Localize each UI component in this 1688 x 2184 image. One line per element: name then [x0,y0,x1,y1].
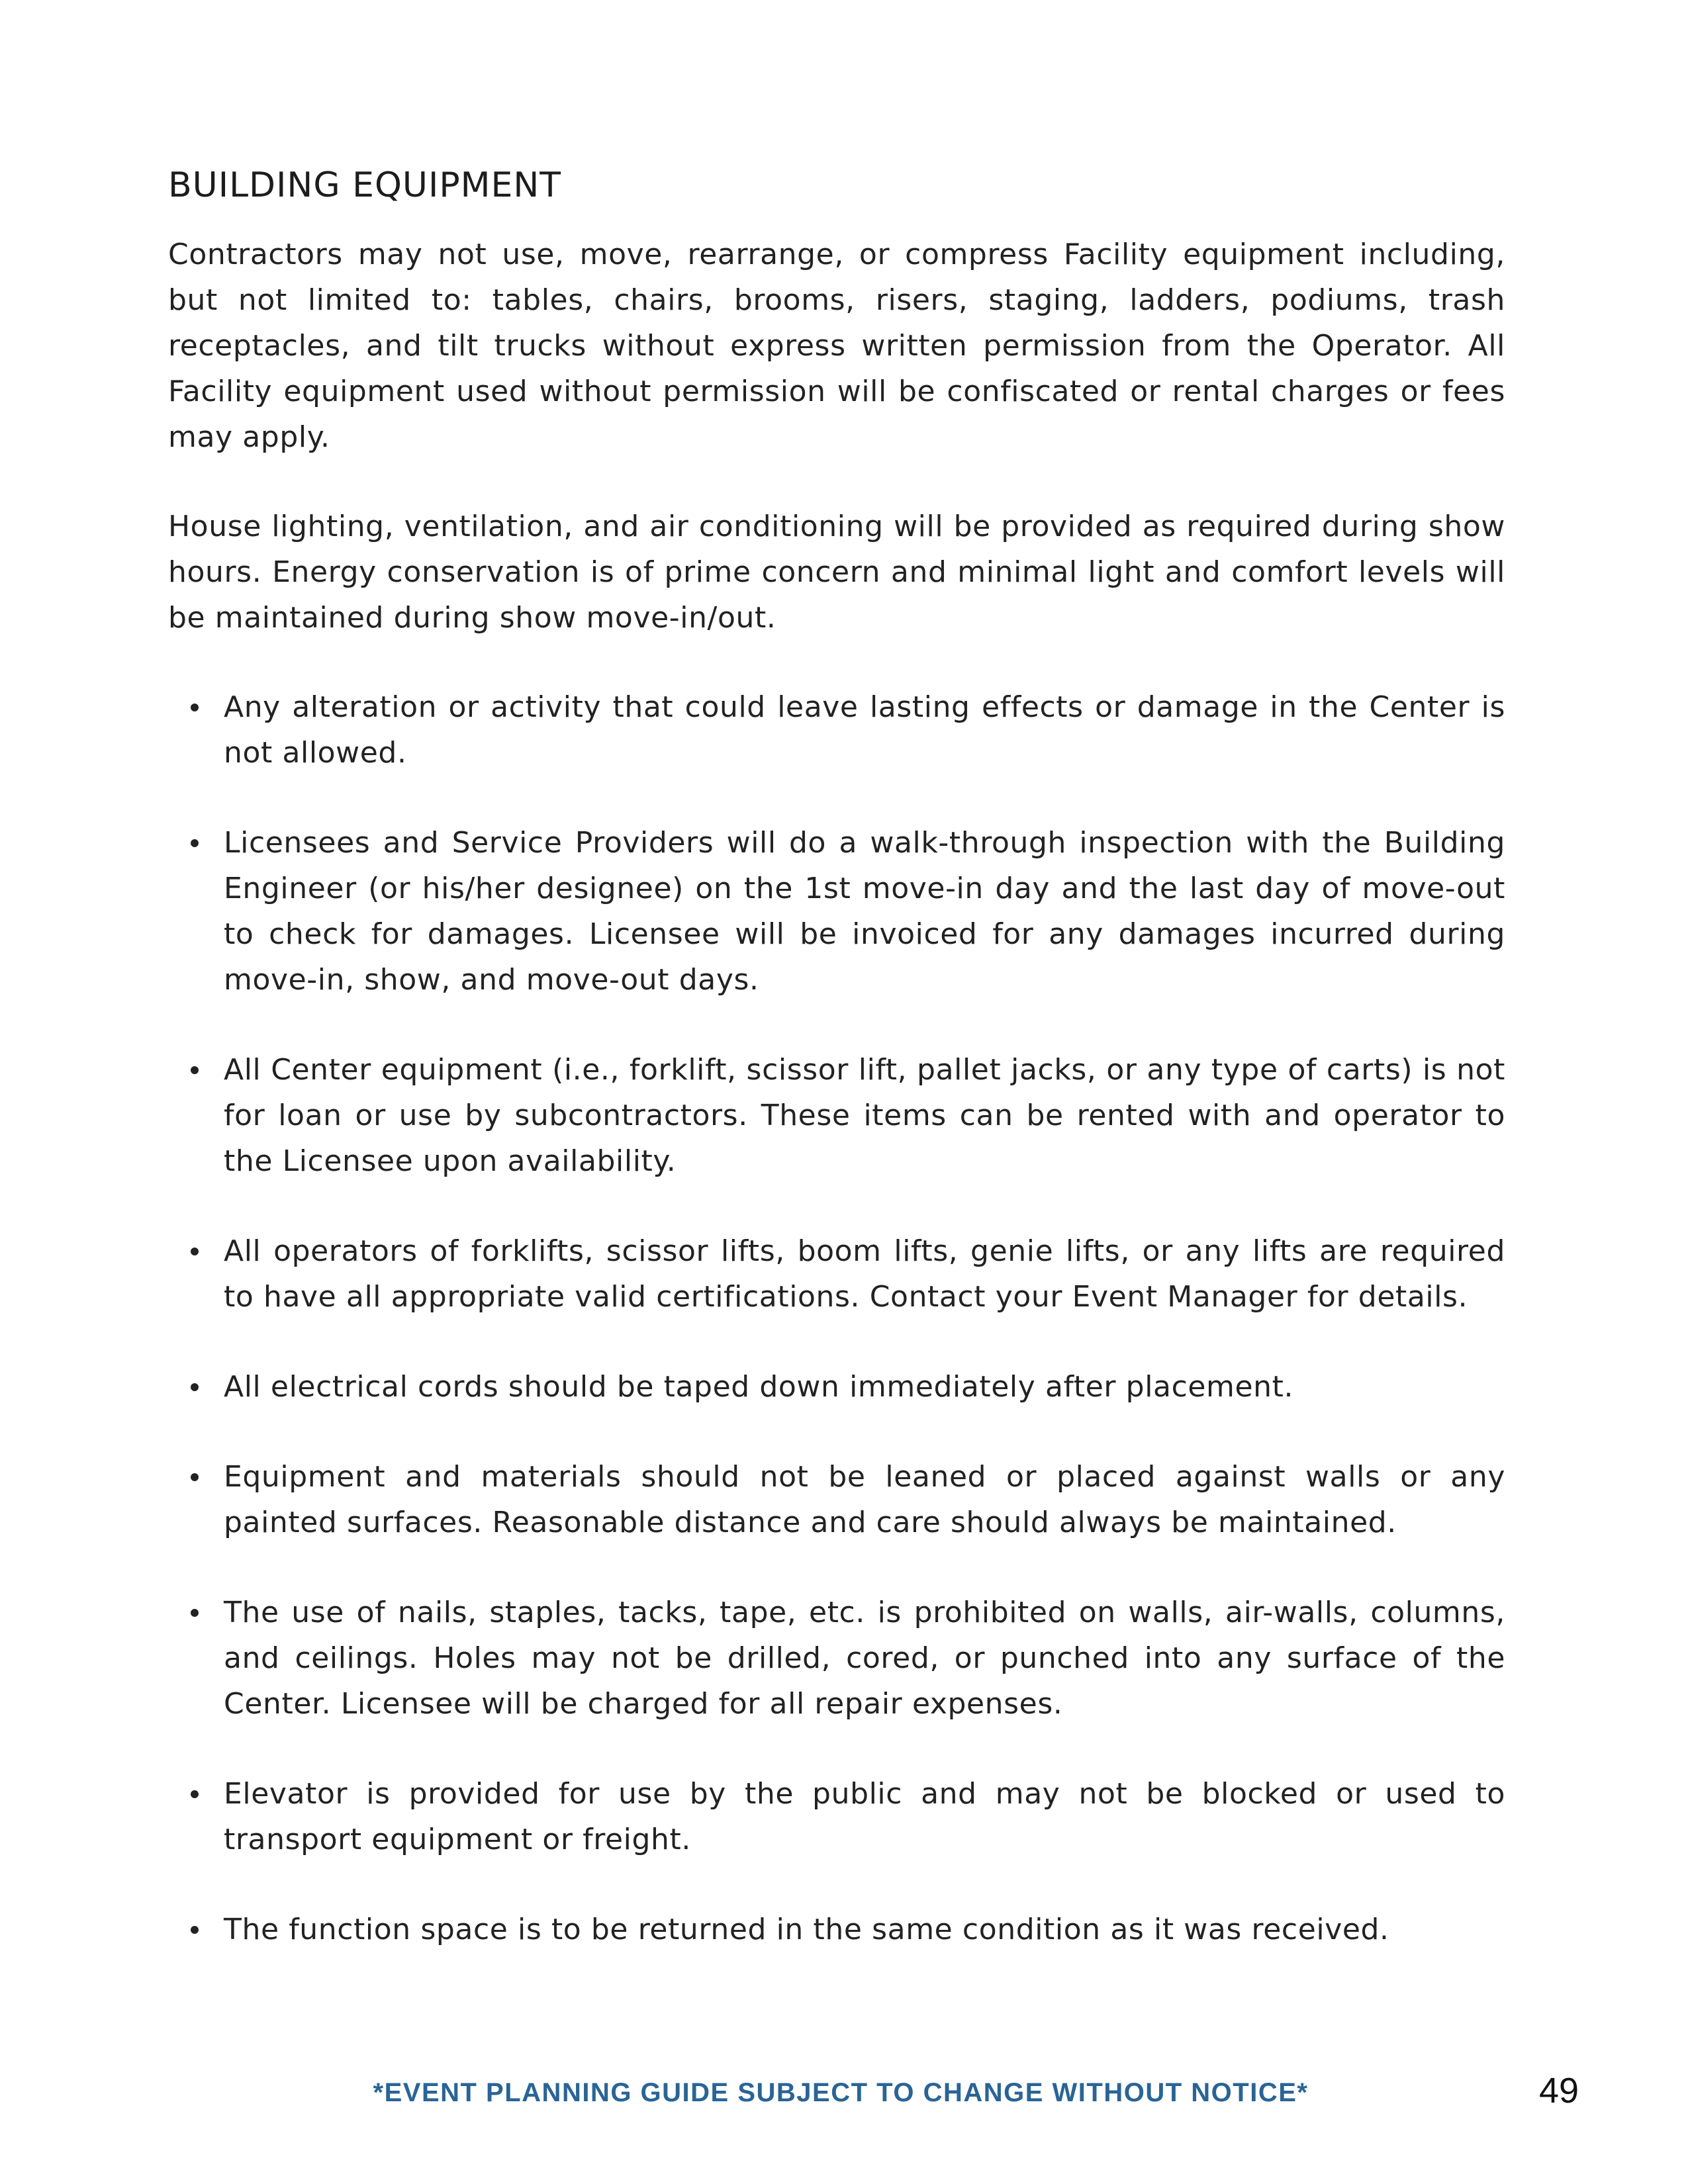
list-item [168,1364,1505,1410]
list-item [168,820,1505,1003]
paragraph: Contractors may not use, move, rearrange, or compress Facility equipment including, but not limited to: tables, chairs, brooms, risers, staging, ladders, podiums, trash receptacles, and tilt trucks without express written permission from the Operator. All Facility equipment used without permission will be confiscated or rental charges or fees may apply. [168,238,1505,454]
list-item [168,1454,1505,1545]
list-item-text: Any alteration or activity that could leave lasting effects or damage in the Center is not allowed. [224,690,1505,770]
list-item [168,1771,1505,1862]
list-item-text: Equipment and materials should not be leaned or placed against walls or any painted surfaces. Reasonable distance and care should always be maintained. [224,1460,1505,1539]
list-item-text: All Center equipment (i.e., forklift, scissor lift, pallet jacks, or any type of carts) is not for loan or use by subcontractors. These items can be rented with and operator to the Licensee upon availability. [224,1053,1505,1178]
bullet-icon [191,1790,199,1798]
page-footer [0,2071,1688,2118]
list-item-text: Elevator is provided for use by the public and may not be blocked or used to transport equipment or freight. [224,1777,1505,1856]
bullet-icon [191,1066,199,1074]
footer-disclaimer: *EVENT PLANNING GUIDE SUBJECT TO CHANGE WITHOUT NOTICE* [373,2078,1309,2107]
paragraph: House lighting, ventilation, and air conditioning will be provided as required during show hours. Energy conservation is of prime concern and minimal light and comfort levels will be maintained during show move-in/out. [168,510,1505,635]
list-item-text: All electrical cords should be taped down immediately after placement. [224,1370,1294,1404]
list-item [168,1228,1505,1320]
list-item-text: The use of nails, staples, tacks, tape, etc. is prohibited on walls, air-walls, columns, and ceilings. Holes may not be drilled, cored, or punched into any surface of the Center. Licensee will be charged for all repair expenses. [224,1596,1505,1721]
bullet-icon [191,704,199,711]
list-item [168,1590,1505,1727]
list-item [168,1047,1505,1184]
list-item-text: All operators of forklifts, scissor lifts, boom lifts, genie lifts, or any lifts are required to have all appropriate valid certifications. Contact your Event Manager for details. [224,1234,1505,1314]
bullet-icon [191,1926,199,1934]
page-number: 49 [1539,2071,1579,2111]
list-item-text: Licensees and Service Providers will do a walk-through inspection with the Building Engineer (or his/her designee) on the 1st move-in day and the last day of move-out to check for damages. Licensee will be invoiced for any damages incurred during move-in, show, and move-out days. [224,826,1505,997]
bullet-list [168,684,1505,1952]
list-item [168,684,1505,776]
list-item [168,1907,1505,1952]
bullet-icon [191,1383,199,1391]
bullet-icon [191,1248,199,1255]
bullet-icon [191,1473,199,1481]
bullet-icon [191,839,199,847]
section-heading: BUILDING EQUIPMENT [168,165,562,205]
list-item-text: The function space is to be returned in the same condition as it was received. [224,1913,1389,1946]
page-content [168,165,1505,1997]
bullet-icon [191,1609,199,1617]
